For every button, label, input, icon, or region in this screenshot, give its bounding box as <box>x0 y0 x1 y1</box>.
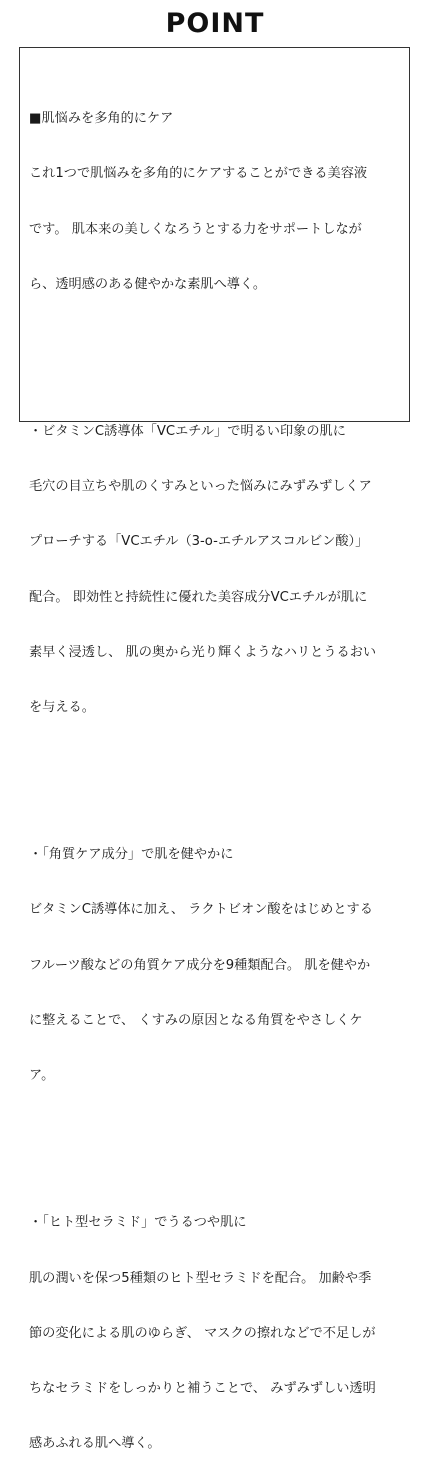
page-title: POINT <box>165 8 265 39</box>
section-text-line: プローチする「VCエチル（3-o-エチルアスコルビン酸）」 <box>29 534 369 550</box>
section-heading: ■肌悩みを多角的にケア <box>29 111 174 127</box>
section-text-line: に整えることで、 くすみの原因となる角質をやさしくケ <box>29 1012 363 1028</box>
section-text-line: 毛穴の目立ちや肌のくすみといった悩みにみずみずしくア <box>29 479 372 495</box>
section-text-line: ちなセラミドをしっかりと補うことで、 みずみずしい透明 <box>29 1380 376 1396</box>
section-text-line: 肌の潤いを保つ5種類のヒト型セラミドを配合。 加齢や季 <box>29 1270 372 1286</box>
section-text-line: を与える。 <box>29 700 95 716</box>
section-heading: ・「角質ケア成分」で肌を健やかに <box>29 847 234 863</box>
section-text-line: 節の変化による肌のゆらぎ、 マスクの擦れなどで不足しが <box>29 1325 376 1341</box>
section-text-line: これ1つで肌悩みを多角的にケアすることができる美容液 <box>29 166 368 182</box>
section-heading: ・ビタミンC誘導体「VCエチル」で明るい印象の肌に <box>29 424 346 440</box>
section-text-line: 素早く浸透し、 肌の奥から光り輝くようなハリとうるおい <box>29 644 377 660</box>
section-text-line: 感あふれる肌へ導く。 <box>29 1436 161 1452</box>
section-text-line: です。 肌本来の美しくなろうとする力をサポートしなが <box>29 221 362 237</box>
section-spacer <box>29 331 403 349</box>
section-text-line: フルーツ酸などの角質ケア成分を9種類配合。 肌を健やか <box>29 957 371 973</box>
section-spacer <box>29 754 403 772</box>
content-body <box>29 55 403 1472</box>
section-text-line: ビタミンC誘導体に加え、 ラクトビオン酸をはじめとする <box>29 902 373 918</box>
section-text-line: ア。 <box>29 1068 55 1084</box>
section-heading: ・「ヒト型セラミド」でうるつや肌に <box>29 1215 247 1231</box>
section-spacer <box>29 1122 403 1140</box>
section-text-line: 配合。 即効性と持続性に優れた美容成分VCエチルが肌に <box>29 589 368 605</box>
section-text-line: ら、透明感のある健やかな素肌へ導く。 <box>29 276 267 292</box>
